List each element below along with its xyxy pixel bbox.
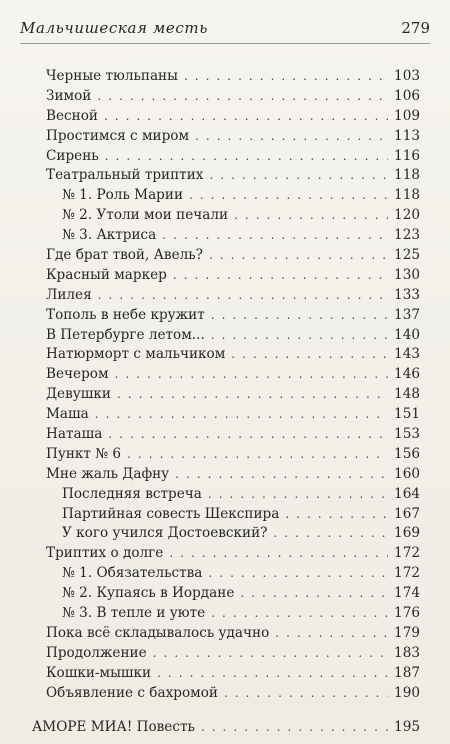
toc-entry-page: 148 — [394, 386, 420, 403]
toc-entry-page: 133 — [394, 286, 420, 303]
toc-entry-title: Весной — [46, 107, 98, 124]
dot-leader — [209, 168, 388, 182]
toc-entry-title: Кошки-мышки — [46, 664, 152, 681]
toc-entry — [46, 665, 420, 685]
toc-entry-page: 116 — [394, 147, 420, 164]
toc-entry-title: № 3. Актриса — [62, 227, 157, 244]
toc-entry-page: 187 — [394, 664, 420, 681]
dot-leader — [184, 69, 388, 83]
toc-entry-page: 160 — [394, 465, 420, 482]
dot-leader — [208, 487, 388, 501]
dot-leader — [208, 566, 388, 580]
dot-leader — [95, 407, 388, 421]
toc-subentry — [46, 525, 420, 545]
toc-subentry — [46, 187, 420, 207]
toc-entry — [46, 128, 420, 148]
dot-leader — [195, 129, 388, 143]
toc-entry-title: Лилея — [46, 286, 92, 303]
toc-entry-title: Натюрморт с мальчиком — [46, 346, 226, 363]
page-number: 279 — [401, 19, 430, 37]
dot-leader — [224, 686, 388, 700]
toc-subentry — [46, 227, 420, 247]
toc-entry — [46, 88, 420, 108]
toc-entry-page: 169 — [394, 525, 420, 542]
toc-entry — [46, 287, 420, 307]
toc-entry-page: 118 — [394, 167, 420, 184]
toc-entry-page: 190 — [394, 684, 420, 701]
running-header — [20, 14, 430, 44]
dot-leader — [273, 526, 388, 540]
dot-leader — [117, 387, 388, 401]
toc-entry-title: Красный маркер — [46, 266, 167, 283]
toc-subentry — [46, 207, 420, 227]
toc-entry-page: 179 — [394, 624, 420, 641]
toc-subentry — [46, 486, 420, 506]
dot-leader — [115, 367, 389, 381]
toc-entry-page: 195 — [394, 718, 420, 735]
dot-leader — [153, 646, 388, 660]
dot-leader — [275, 626, 388, 640]
toc-entry — [46, 68, 420, 88]
dot-leader — [97, 89, 388, 103]
toc-entry-title: Девушки — [46, 386, 111, 403]
toc-entry — [46, 267, 420, 287]
dot-leader — [211, 308, 388, 322]
toc-entry-title: Наташа — [46, 426, 103, 443]
toc-entry-page: 125 — [394, 247, 420, 264]
dot-leader — [169, 546, 388, 560]
toc-entry-page: 106 — [394, 87, 420, 104]
toc-entry-title: Последняя встреча — [62, 485, 202, 502]
toc-entry — [46, 545, 420, 565]
dot-leader — [173, 268, 388, 282]
toc-entry-page: 120 — [394, 207, 420, 224]
toc-entry-title: Маша — [46, 406, 89, 423]
dot-leader — [157, 666, 388, 680]
dot-leader — [240, 586, 388, 600]
dot-leader — [211, 606, 388, 620]
toc-entry-title: Театральный триптих — [46, 167, 204, 184]
toc-entry — [46, 247, 420, 267]
toc-entry — [46, 366, 420, 386]
dot-leader — [175, 467, 388, 481]
dot-leader — [201, 720, 388, 734]
toc-entry — [46, 346, 420, 366]
dot-leader — [211, 328, 388, 342]
toc-entry-page: 143 — [394, 346, 420, 363]
toc-entry — [46, 426, 420, 446]
dot-leader — [127, 447, 388, 461]
toc-entry-title: № 2. Утоли мои печали — [62, 207, 229, 224]
toc-entry — [46, 148, 420, 168]
dot-leader — [162, 228, 388, 242]
running-title: Мальчишеская месть — [20, 19, 209, 37]
toc-entry-title: Пока всё складывалось удачно — [46, 624, 270, 641]
toc-entry-title: В Петербурге летом... — [46, 326, 205, 343]
toc-entry-title: Зимой — [46, 87, 92, 104]
toc-entry-title: № 3. В тепле и уюте — [62, 605, 206, 622]
toc-entry-title: Сирень — [46, 147, 99, 164]
toc-entry-title: Триптих о долге — [46, 545, 164, 562]
toc-entry-title: Вечером — [46, 366, 109, 383]
toc-entry-page: 130 — [394, 266, 420, 283]
toc-entry-title: Продолжение — [46, 644, 147, 661]
dot-leader — [234, 208, 388, 222]
toc-entry-page: 146 — [394, 366, 420, 383]
toc-entry — [46, 685, 420, 705]
dot-leader — [98, 288, 388, 302]
toc-entry-page: 183 — [394, 644, 420, 661]
toc-entry-title: Тополь в небе кружит — [46, 306, 205, 323]
toc-story-entry — [32, 719, 420, 739]
toc-entry — [46, 466, 420, 486]
toc-entry-page: 167 — [394, 505, 420, 522]
toc-entry-title: Пункт № 6 — [46, 445, 122, 462]
toc-entry-page: 140 — [394, 326, 420, 343]
toc-entry — [46, 167, 420, 187]
toc-entry-page: 172 — [394, 565, 420, 582]
toc-subentry — [46, 565, 420, 585]
toc-entry-title: АМОРЕ МИА! Повесть — [32, 718, 195, 735]
toc-entry — [46, 307, 420, 327]
dot-leader — [104, 109, 388, 123]
toc-entry-page: 164 — [394, 485, 420, 502]
toc-entry-title: Где брат твой, Авель? — [46, 247, 203, 264]
toc-entry-title: Мне жаль Дафну — [46, 465, 170, 482]
dot-leader — [189, 188, 388, 202]
toc-entry-page: 174 — [394, 585, 420, 602]
toc-entry — [46, 625, 420, 645]
toc-entry-page: 156 — [394, 445, 420, 462]
toc-entry-page: 172 — [394, 545, 420, 562]
toc-entry-page: 151 — [394, 406, 420, 423]
toc-entry — [46, 446, 420, 466]
toc-subentry — [46, 605, 420, 625]
toc-entry-title: Простимся с миром — [46, 127, 190, 144]
toc-entry — [46, 386, 420, 406]
dot-leader — [285, 507, 388, 521]
toc-subentry — [46, 506, 420, 526]
toc-entry-title: № 1. Роль Марии — [62, 187, 184, 204]
toc-entry-page: 118 — [394, 187, 420, 204]
dot-leader — [209, 248, 388, 262]
toc-entry — [46, 108, 420, 128]
toc-entry-title: У кого учился Достоевский? — [62, 525, 268, 542]
toc-entry — [46, 645, 420, 665]
toc-entry-page: 153 — [394, 426, 420, 443]
toc-entry — [46, 327, 420, 347]
toc-entry-page: 103 — [394, 68, 420, 84]
toc-entry-page: 113 — [394, 127, 420, 144]
toc-entry-page: 109 — [394, 107, 420, 124]
toc-entry-page: 123 — [394, 227, 420, 244]
toc-entry-title: Черные тюльпаны — [46, 68, 178, 84]
toc-entry — [46, 406, 420, 426]
dot-leader — [108, 427, 388, 441]
toc-entry-title: № 1. Обязательства — [62, 565, 203, 582]
toc-entry-page: 137 — [394, 306, 420, 323]
dot-leader — [105, 149, 388, 163]
toc-entry-page: 176 — [394, 605, 420, 622]
toc-entry-title: № 2. Купаясь в Иордане — [62, 585, 235, 602]
toc-entry-title: Объявление с бахромой — [46, 684, 218, 701]
toc-subentry — [46, 585, 420, 605]
table-of-contents — [32, 68, 420, 738]
dot-leader — [231, 347, 388, 361]
toc-entry-title: Партийная совесть Шекспира — [62, 505, 280, 522]
